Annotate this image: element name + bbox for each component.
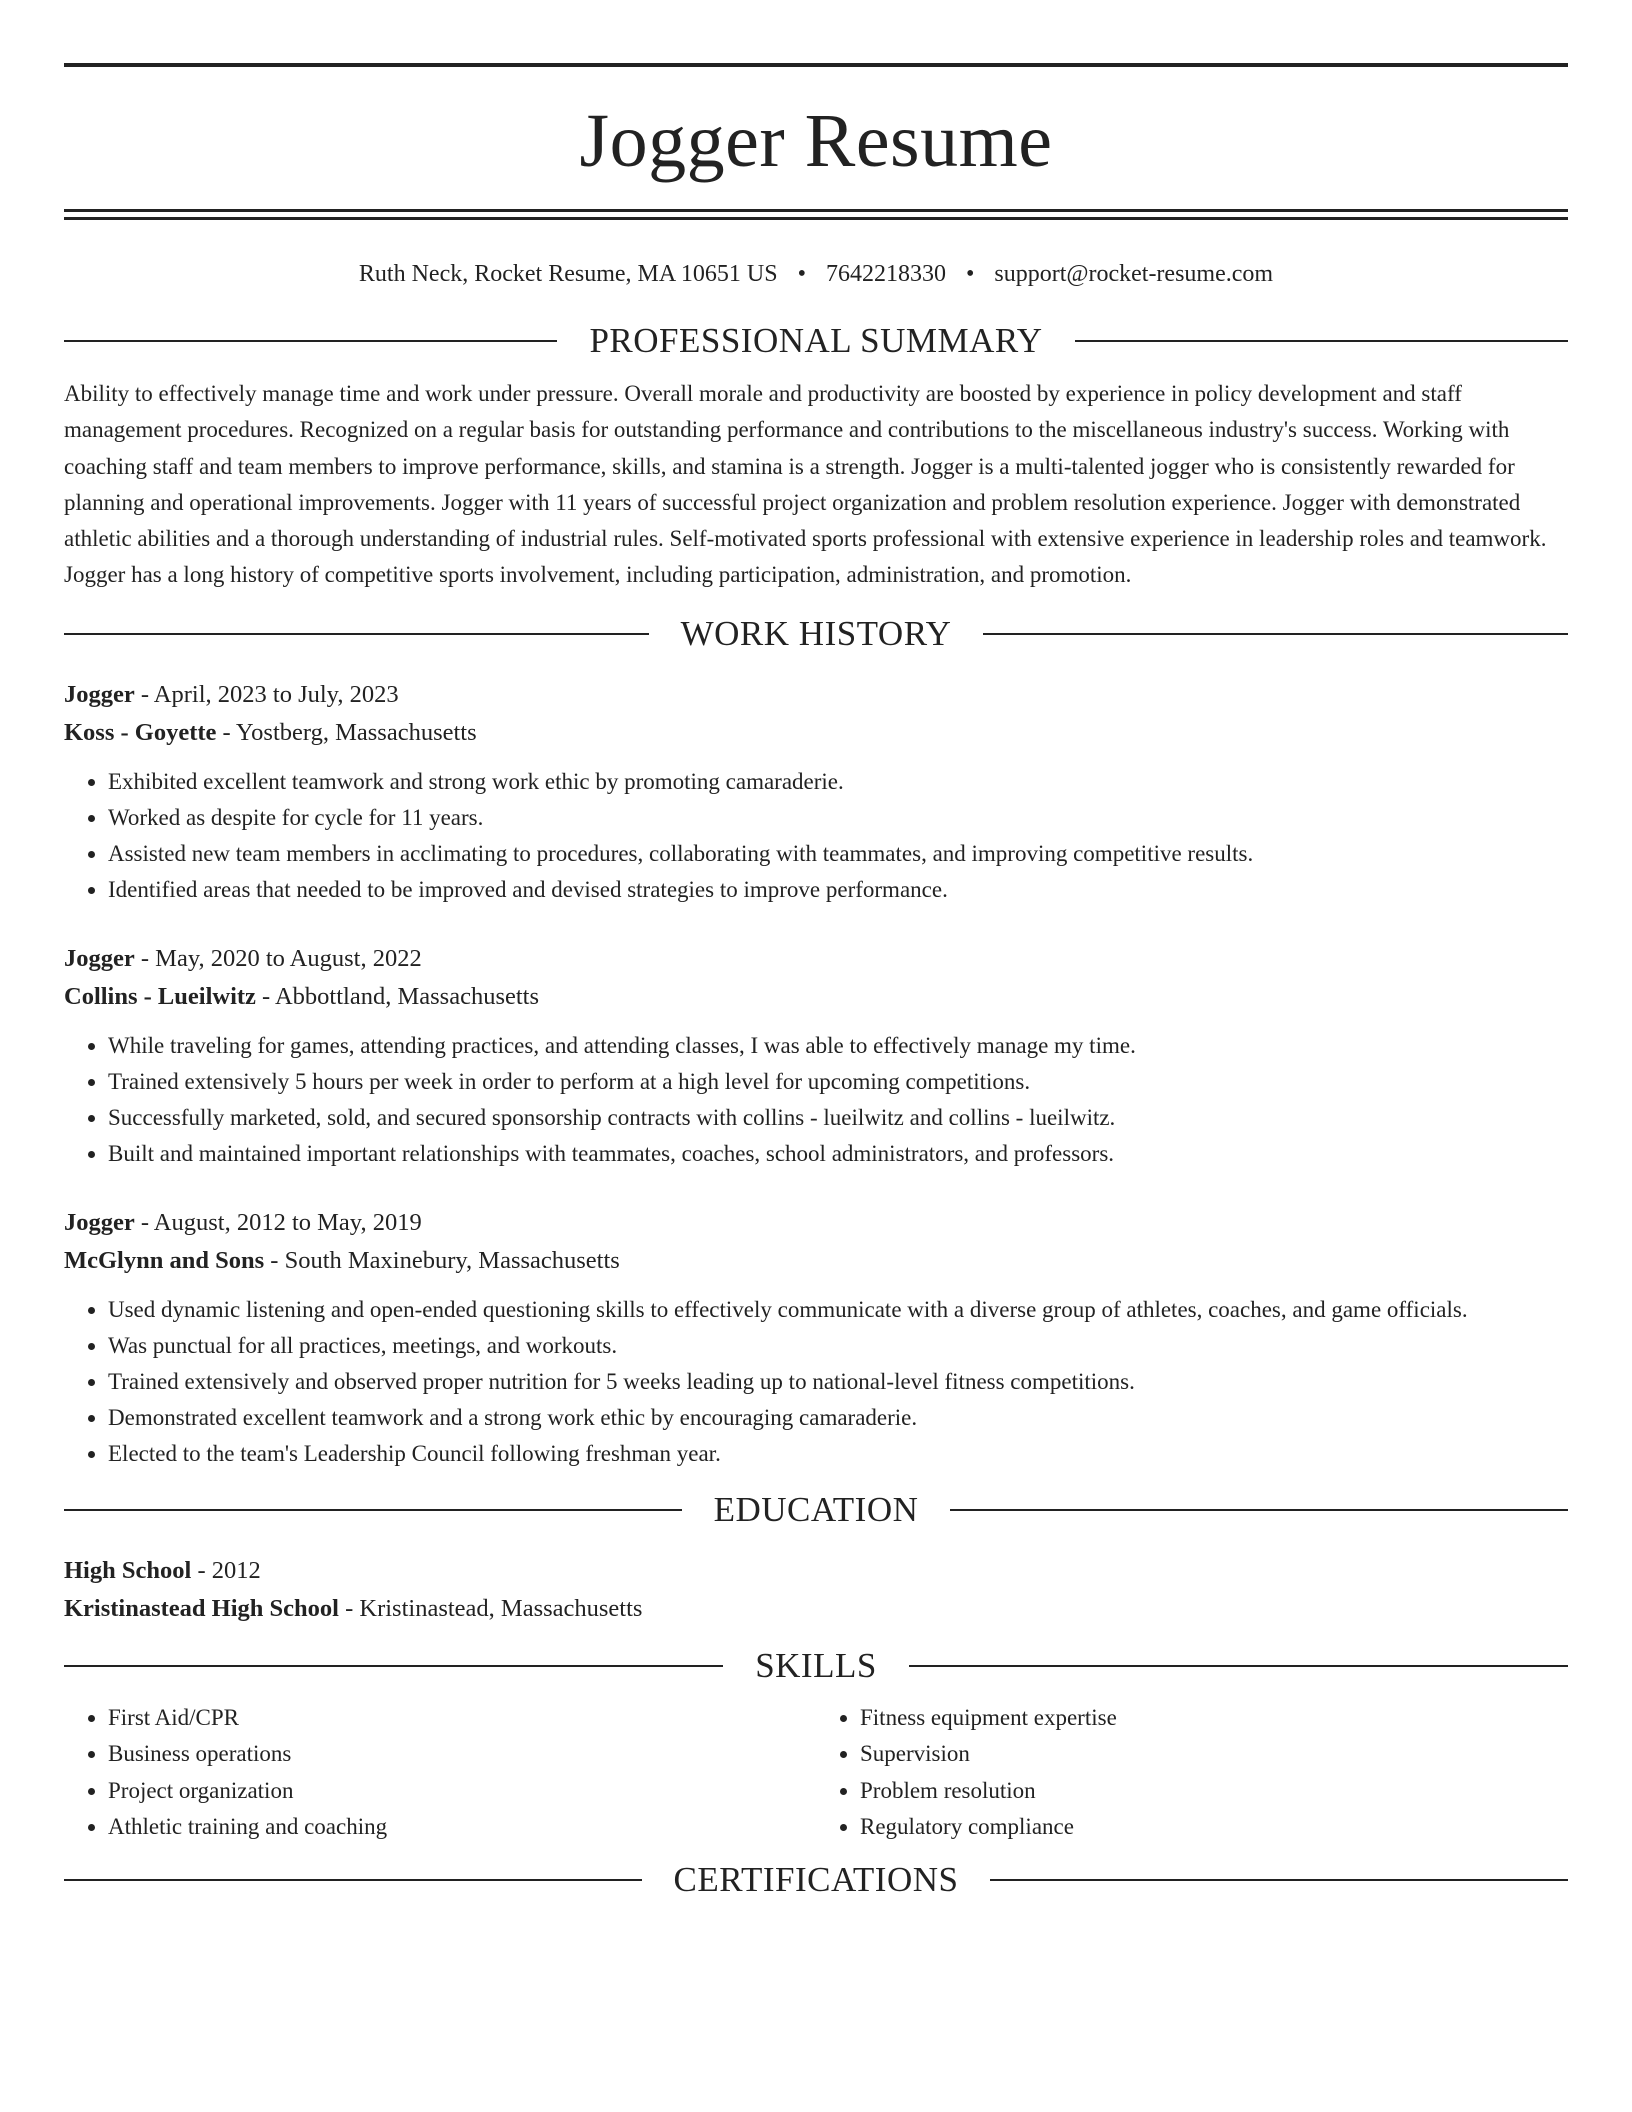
section-title-certifications: CERTIFICATIONS: [673, 1859, 959, 1899]
skill-item: • Fitness equipment expertise: [860, 1700, 1568, 1737]
list-item: • Used dynamic listening and open-ended questioning skills to effectively communicate with a diverse group of athletes, coaches, and game officials.: [108, 1292, 1568, 1328]
section-rule-left: [64, 340, 557, 342]
education-school: Kristinastead High School: [64, 1594, 339, 1622]
job-title: Jogger: [64, 680, 135, 708]
job-company-line: [64, 714, 1568, 752]
section-header-work: [64, 614, 1568, 654]
education-year: - 2012: [191, 1556, 261, 1584]
education-school-line: [64, 1590, 1568, 1628]
job-company: McGlynn and Sons: [64, 1246, 265, 1274]
skill-item: • Athletic training and coaching: [108, 1809, 816, 1846]
skill-item: • Business operations: [108, 1736, 816, 1773]
education-degree: High School: [64, 1556, 192, 1584]
job-company-line: [64, 1242, 1568, 1280]
job-bullets: [64, 1028, 1568, 1172]
skill-item: • Problem resolution: [860, 1773, 1568, 1810]
list-item: • Assisted new team members in acclimating to procedures, collaborating with teammates, and improving competitive results.: [108, 836, 1568, 872]
job-dates: - April, 2023 to July, 2023: [134, 680, 399, 708]
education-location: - Kristinastead, Massachusetts: [338, 1594, 643, 1622]
job-title-line: [64, 1204, 1568, 1242]
contact-line: [64, 257, 1568, 291]
job-title: Jogger: [64, 944, 135, 972]
summary-text: Ability to effectively manage time and work under pressure. Overall morale and productivity are boosted by experience in policy development and staff management procedures. Recognized on a regular basis for outstanding performance and contributions to the miscellaneous industry's success. Working with coaching staff and team members to improve performance, skills, and stamina is a strength. Jogger is a multi-talented jogger who is consistently rewarded for planning and operational improvements. Jogger with 11 years of successful project organization and problem resolution experience. Jogger with demonstrated athletic abilities and a thorough understanding of industrial rules. Self-motivated sports professional with extensive experience in leadership roles and teamwork. Jogger has a long history of competitive sports involvement, including participation, administration, and promotion.: [64, 381, 1547, 588]
education-degree-line: [64, 1552, 1568, 1590]
section-rule-right: [909, 1665, 1568, 1667]
skills-list: [64, 1700, 1568, 1846]
job-location: - Abbottland, Massachusetts: [255, 982, 539, 1010]
section-rule-left: [64, 633, 649, 635]
section-rule-left: [64, 1879, 642, 1881]
resume-title: Jogger Resume: [579, 99, 1053, 183]
job-title: Jogger: [64, 1208, 135, 1236]
section-header-skills: [64, 1646, 1568, 1686]
skill-item: • Project organization: [108, 1773, 816, 1810]
list-item: • Trained extensively 5 hours per week in order to perform at a high level for upcoming competitions.: [108, 1064, 1568, 1100]
contact-separator: •: [965, 261, 975, 287]
list-item: • Demonstrated excellent teamwork and a strong work ethic by encouraging camaraderie.: [108, 1400, 1568, 1436]
job-location: - South Maxinebury, Massachusetts: [264, 1246, 620, 1274]
skill-item: • First Aid/CPR: [108, 1700, 816, 1737]
skills-column-left: [64, 1700, 816, 1846]
contact-address: Ruth Neck, Rocket Resume, MA 10651 US: [358, 261, 778, 287]
job-title-line: [64, 676, 1568, 714]
list-item: • Was punctual for all practices, meetings, and workouts.: [108, 1328, 1568, 1364]
job-dates: - August, 2012 to May, 2019: [134, 1208, 422, 1236]
contact-separator: •: [797, 261, 806, 287]
resume-page: [64, 0, 1568, 1900]
section-title-work: WORK HISTORY: [680, 613, 952, 653]
skill-item: • Supervision: [860, 1736, 1568, 1773]
title-double-rule: [64, 209, 1568, 220]
job-entry: [64, 940, 1568, 1172]
section-title-summary: PROFESSIONAL SUMMARY: [589, 321, 1043, 360]
job-title-line: [64, 940, 1568, 978]
section-rule-right: [990, 1879, 1568, 1881]
job-location: - Yostberg, Massachusetts: [216, 718, 477, 746]
list-item: • Exhibited excellent teamwork and strong work ethic by promoting camaraderie.: [108, 764, 1568, 800]
section-title-skills: SKILLS: [755, 1645, 877, 1685]
job-entry: [64, 676, 1568, 908]
contact-phone: 7642218330: [825, 261, 946, 287]
skill-item: • Regulatory compliance: [860, 1809, 1568, 1846]
top-rule: [64, 63, 1568, 67]
skills-column-right: [816, 1700, 1568, 1846]
job-bullets: [64, 764, 1568, 908]
section-header-education: [64, 1490, 1568, 1530]
education-entry: [64, 1552, 1568, 1628]
job-company: Collins - Lueilwitz: [64, 982, 256, 1010]
section-rule-left: [64, 1665, 723, 1667]
list-item: • Trained extensively and observed proper nutrition for 5 weeks leading up to national-level fitness competitions.: [108, 1364, 1568, 1400]
list-item: • Built and maintained important relationships with teammates, coaches, school administrators, and professors.: [108, 1136, 1568, 1172]
job-company-line: [64, 978, 1568, 1016]
job-bullets: [64, 1292, 1568, 1472]
section-title-education: EDUCATION: [713, 1489, 919, 1529]
job-entry: [64, 1204, 1568, 1472]
section-header-summary: [64, 321, 1568, 361]
section-header-certifications: [64, 1860, 1568, 1900]
list-item: • Worked as despite for cycle for 11 years.: [108, 800, 1568, 836]
section-rule-right: [1075, 340, 1568, 342]
contact-email: support@rocket-resume.com: [994, 261, 1274, 287]
list-item: • Successfully marketed, sold, and secured sponsorship contracts with collins - lueilwitz and collins - lueilwitz.: [108, 1100, 1568, 1136]
list-item: • Identified areas that needed to be improved and devised strategies to improve performance.: [108, 872, 1568, 908]
section-rule-right: [950, 1509, 1568, 1511]
job-dates: - May, 2020 to August, 2022: [134, 944, 422, 972]
section-rule-right: [983, 633, 1568, 635]
list-item: • Elected to the team's Leadership Council following freshman year.: [108, 1436, 1568, 1472]
job-company: Koss - Goyette: [64, 718, 217, 746]
section-rule-left: [64, 1509, 682, 1511]
list-item: • While traveling for games, attending practices, and attending classes, I was able to effectively manage my time.: [108, 1028, 1568, 1064]
